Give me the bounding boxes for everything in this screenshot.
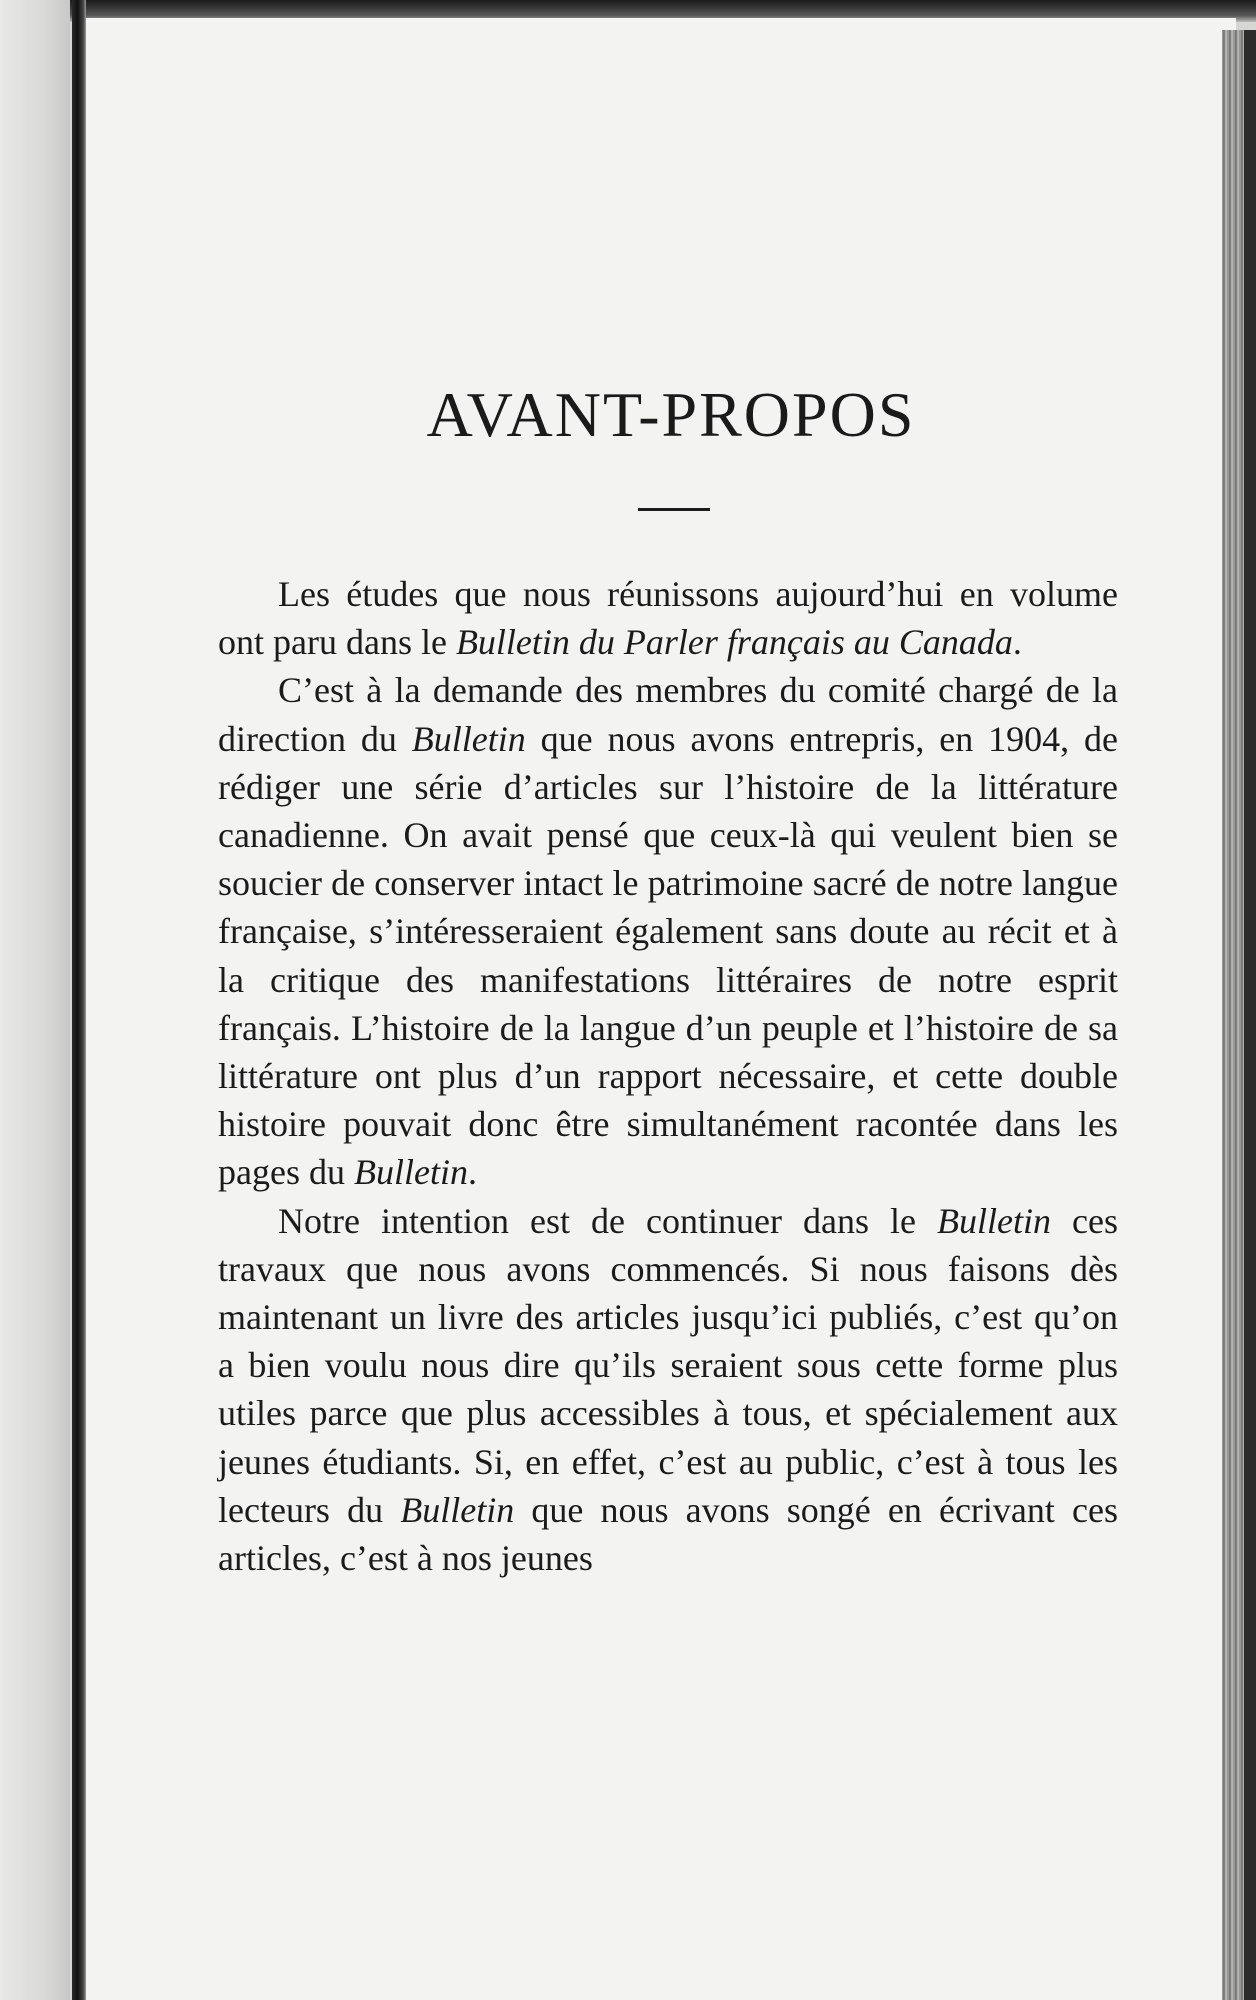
book-page bbox=[86, 18, 1236, 2000]
italic-text: Bulletin bbox=[353, 1152, 468, 1193]
text-run: . bbox=[1012, 622, 1022, 663]
text-run: C’est à la demande des membres du comité chargé de la direction du bbox=[218, 670, 1118, 759]
italic-text: Bulletin bbox=[400, 1489, 515, 1530]
text-run: Les études que nous réunissons aujourd’hui en volume ont paru dans le bbox=[218, 574, 1118, 663]
text-run: Notre intention est de continuer dans le bbox=[278, 1200, 938, 1241]
text-run: que nous avons entrepris, en 1904, de rédiger une série d’articles sur l’histoire de la littérature canadienne. On avait pensé que ceux-là qui veulent bien se soucier de conserver intact le patrimoine sacré de notre langue française, s’intéresseraient également sans doute au récit et à la critique des manifestations littéraires de notre esprit français. L’histoire de la langue d’un peuple et l’histoire de sa littérature ont plus d’un rapport nécessaire, et cette double histoire pouvait donc être simultanément racontée dans les pages du bbox=[218, 718, 1119, 1193]
text-run: . bbox=[467, 1152, 477, 1193]
text-run: ces travaux que nous avons commencés. Si nous faisons dès maintenant un livre des articles jusqu’ici publiés, c’est qu’on a bien voulu nous dire qu’ils seraient sous cette forme plus utiles parce que plus accessibles à tous, et spécialement aux jeunes étudiants. Si, en effet, c’est au public, c’est à tous les lecteurs du bbox=[218, 1200, 1119, 1530]
text-run: que nous avons songé en écrivant ces articles, c’est à nos jeunes bbox=[218, 1489, 1119, 1579]
paragraph bbox=[218, 1197, 1118, 1583]
italic-text: Bulletin bbox=[937, 1200, 1052, 1241]
body-text bbox=[218, 570, 1118, 1582]
facing-page-edge bbox=[0, 0, 70, 2000]
book-gutter bbox=[72, 0, 86, 2000]
italic-text: Bulletin du Parler français au Canada bbox=[455, 622, 1013, 663]
book-cover-edge bbox=[1244, 30, 1256, 2000]
paragraph bbox=[218, 666, 1118, 1196]
page-title: AVANT-PROPOS bbox=[426, 379, 916, 450]
paragraph bbox=[218, 570, 1118, 666]
title-rule bbox=[638, 508, 710, 511]
italic-text: Bulletin bbox=[411, 718, 526, 759]
